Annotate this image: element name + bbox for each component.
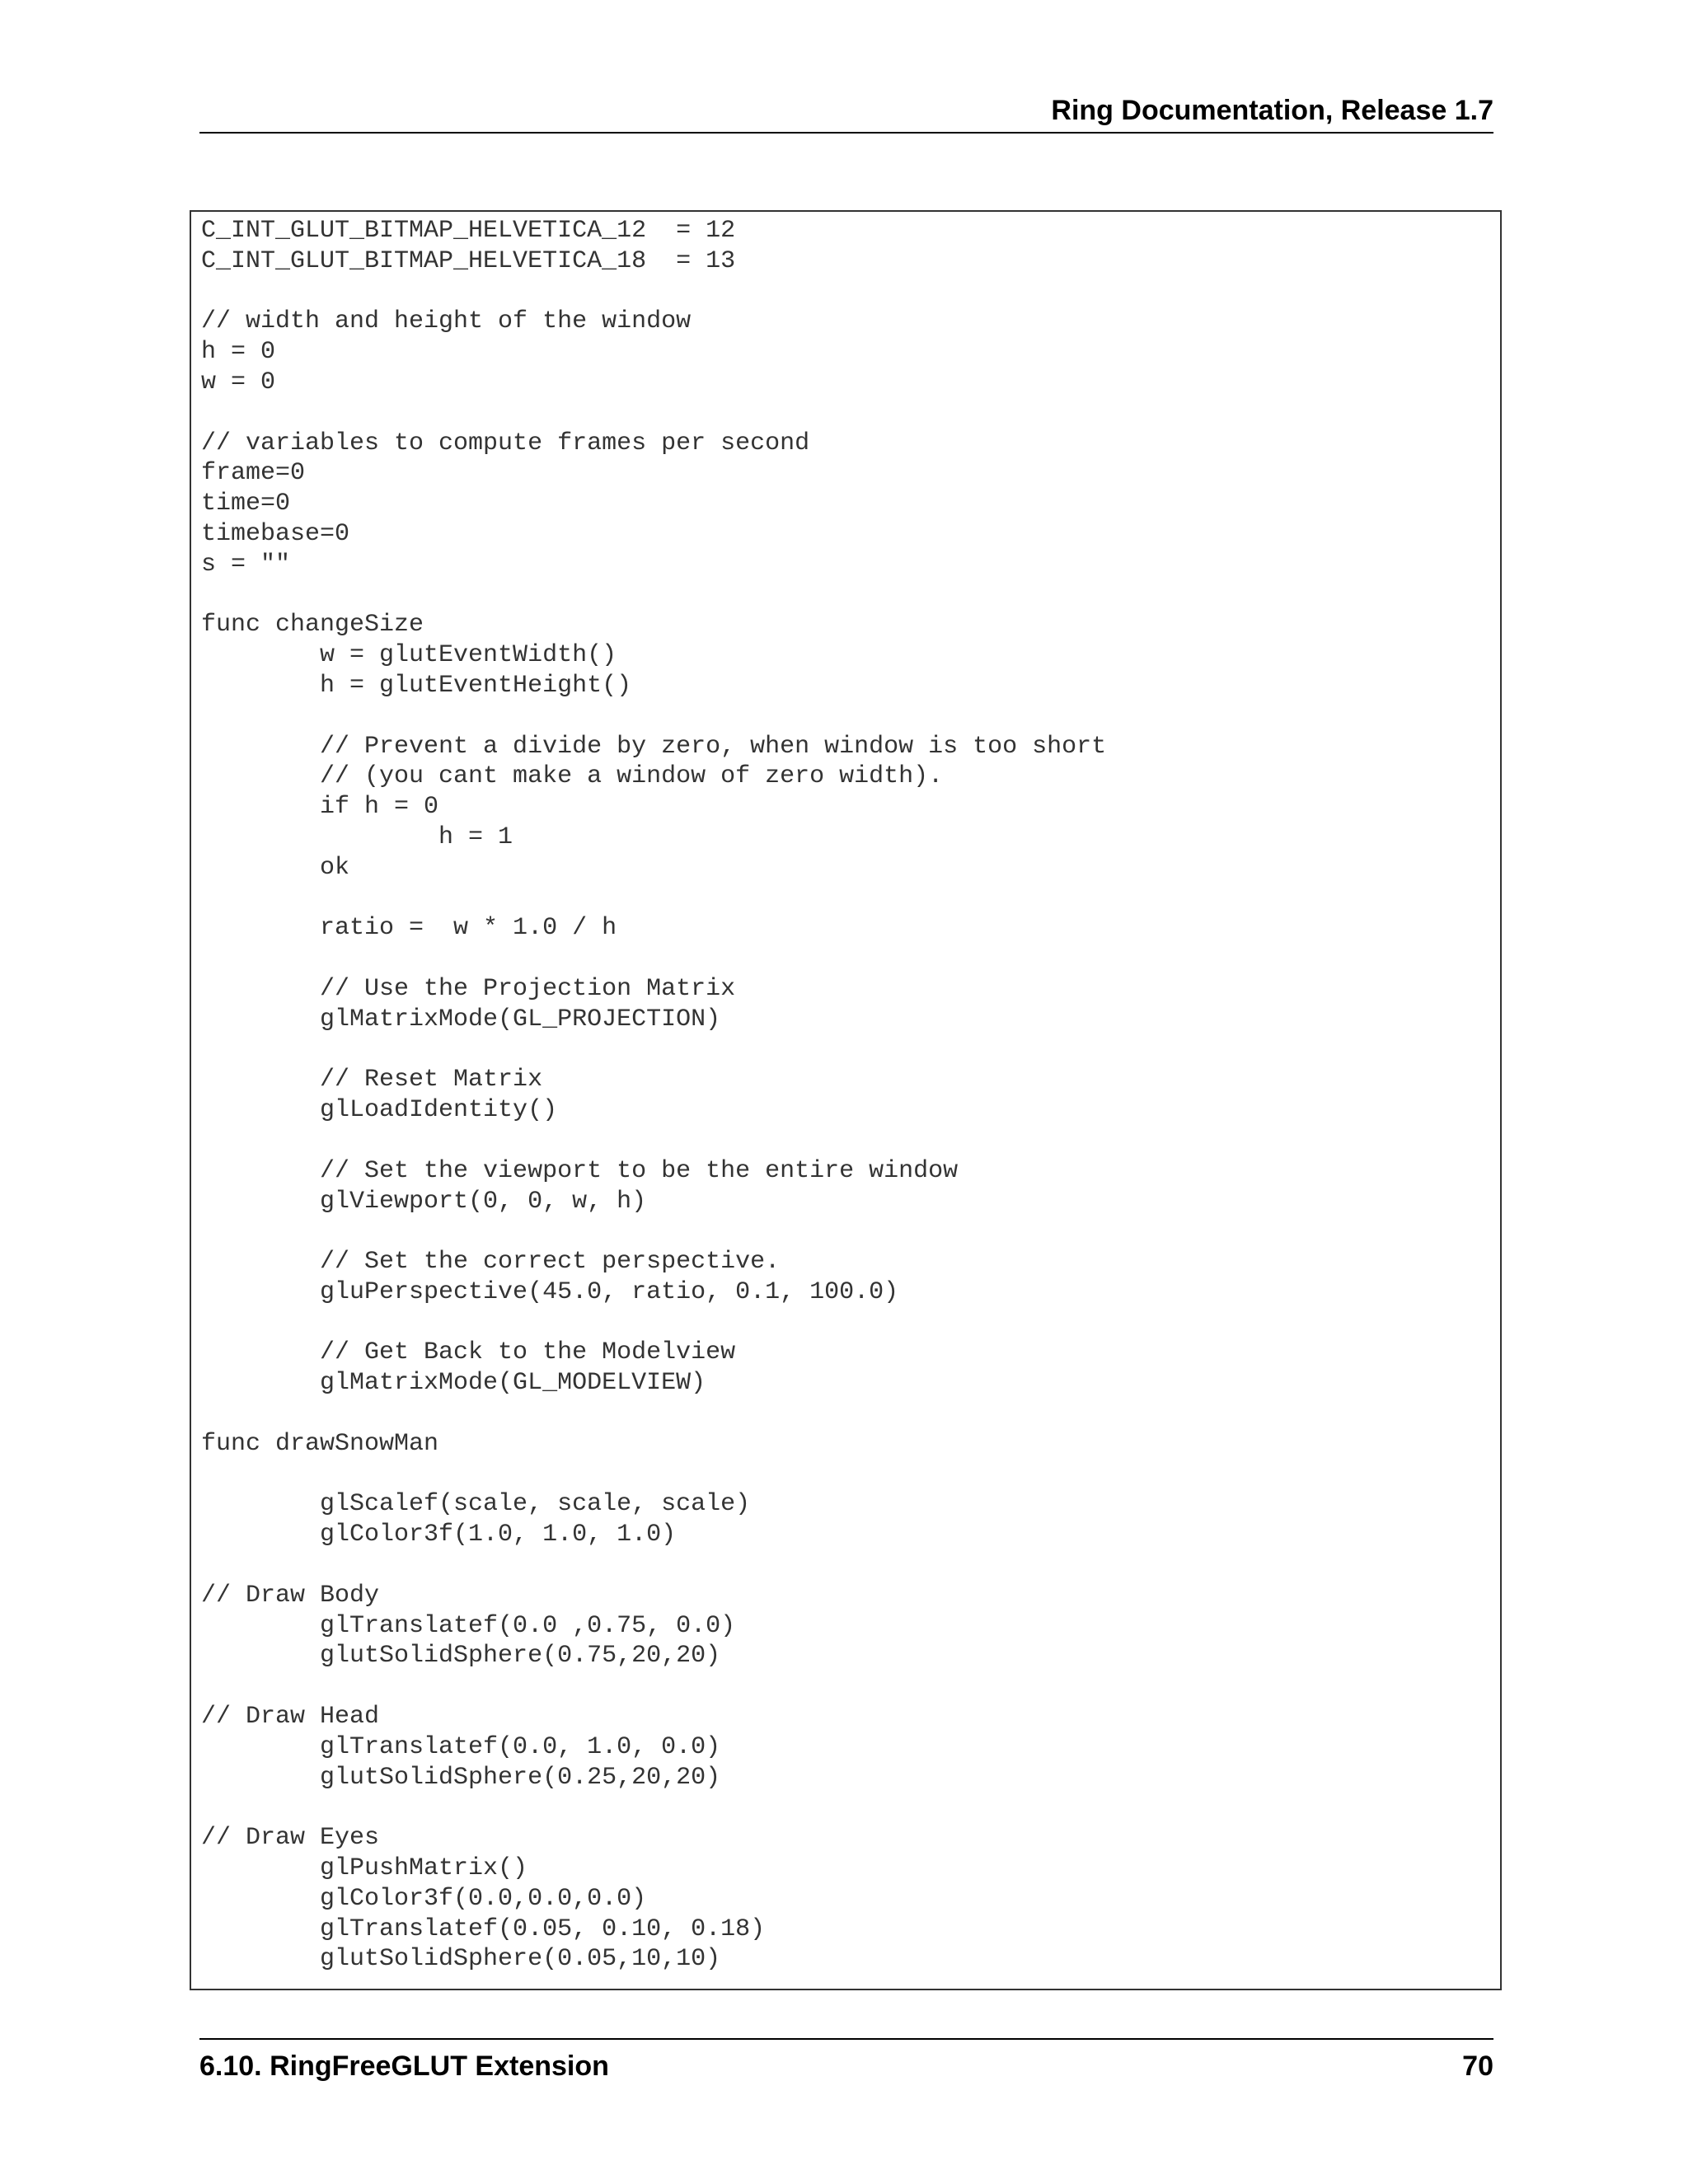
- document-title: Ring Documentation, Release 1.7: [1051, 95, 1493, 126]
- page-footer: [199, 2038, 1493, 2089]
- code-block: [190, 210, 1502, 1990]
- section-title: 6.10. RingFreeGLUT Extension: [199, 2050, 609, 2082]
- code-listing: C_INT_GLUT_BITMAP_HELVETICA_12 = 12 C_INT_GLUT_BITMAP_HELVETICA_18 = 13 // width and height of the window h = 0 w = 0 // variables to compute frames per second frame=0 time=0 timebase=0 s = "" func changeSize w = glutEventWidth() h = glutEventHeight() // Prevent a divide by zero, when window is too short // (you cant make a window of zero width). if h = 0 h = 1 ok ratio = w * 1.0 / h // Use the Projection Matrix glMatrixMode(GL_PROJECTION) // Reset Matrix glLoadIdentity() // Set the viewport to be the entire window glViewport(0, 0, w, h) // Set the correct perspective. gluPerspective(45.0, ratio, 0.1, 100.0) // Get Back to the Modelview glMatrixMode(GL_MODELVIEW) func drawSnowMan glScalef(scale, scale, scale) glColor3f(1.0, 1.0, 1.0) // Draw Body glTranslatef(0.0 ,0.75, 0.0) glutSolidSphere(0.75,20,20) // Draw Head glTranslatef(0.0, 1.0, 0.0) glutSolidSphere(0.25,20,20) // Draw Eyes glPushMatrix() glColor3f(0.0,0.0,0.0) glTranslatef(0.05, 0.10, 0.18) glutSolidSphere(0.05,10,10): [201, 217, 1107, 1974]
- page-number: 70: [1462, 2050, 1493, 2082]
- page-header: [199, 91, 1493, 134]
